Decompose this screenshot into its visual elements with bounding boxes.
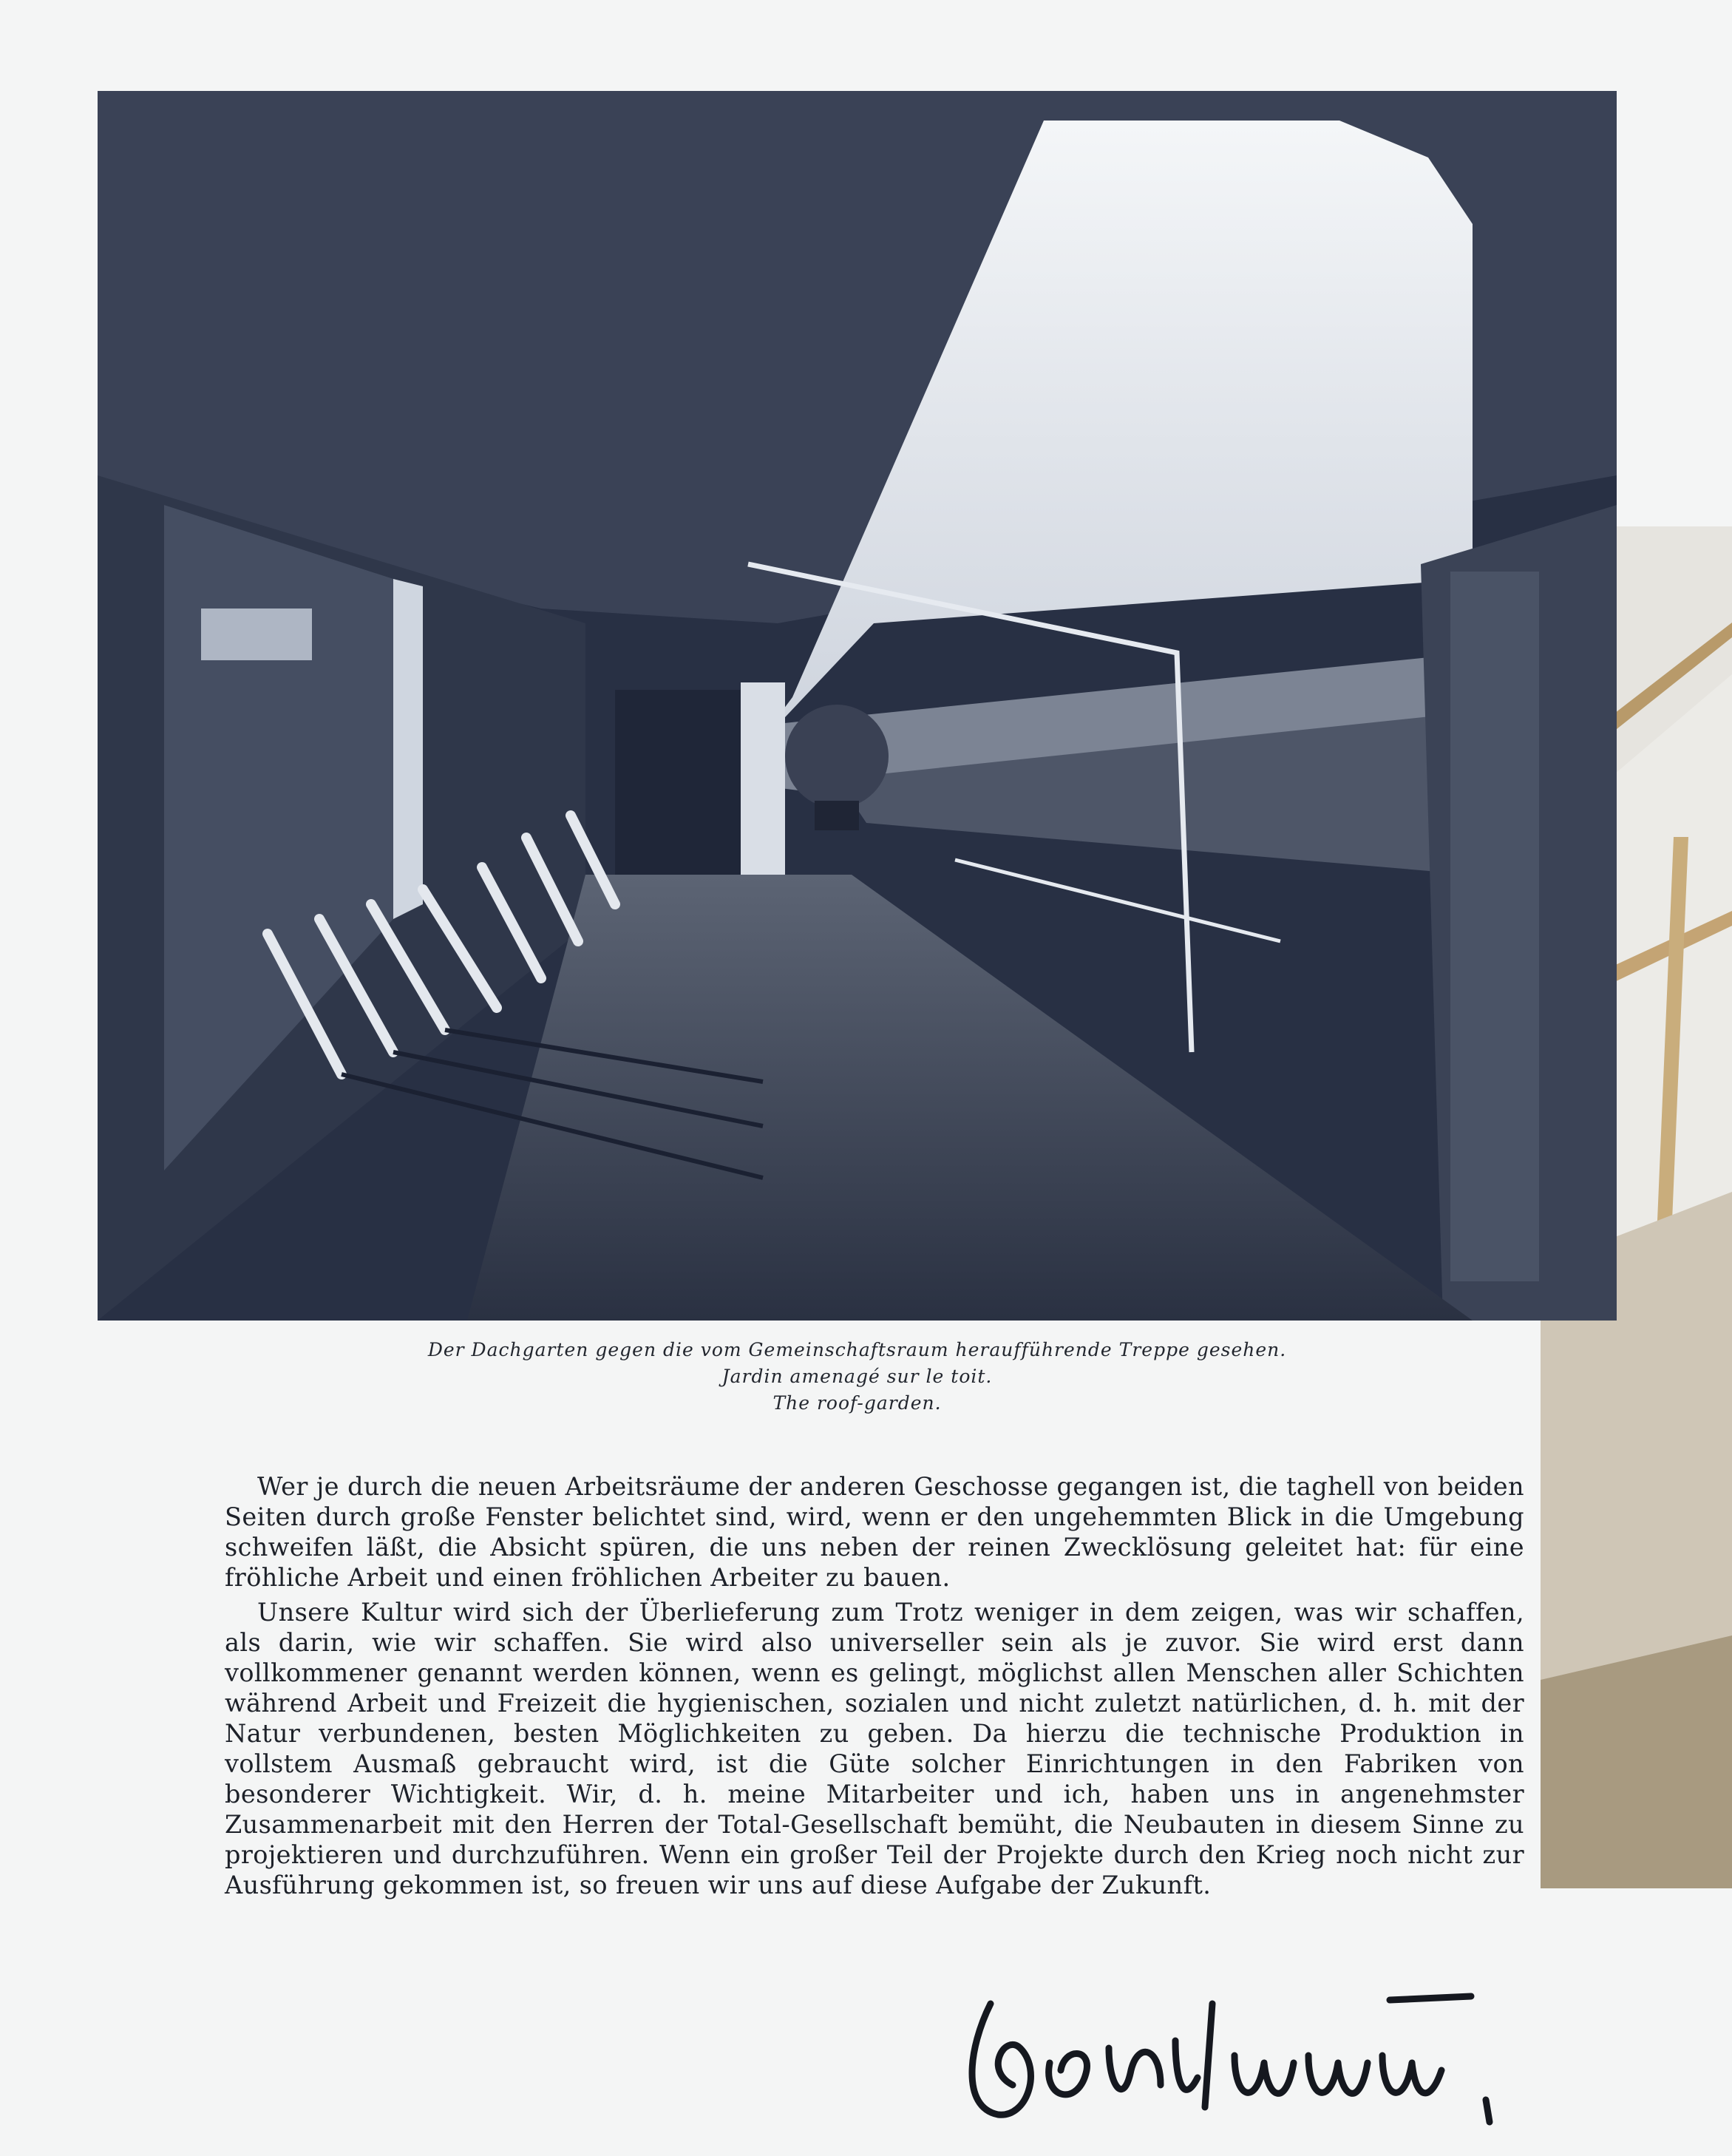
article-body	[225, 1471, 1524, 1900]
photo-caption	[98, 1337, 1617, 1417]
caption-english: The roof-garden.	[772, 1392, 942, 1414]
paragraph-1: Wer je durch die neuen Arbeitsräume der anderen Geschosse gegangen ist, die taghell von beiden Seiten durch große Fenster belichtet sind, wird, wenn er den ungehemmten Blick in die Umgebung schweifen läßt, die Absicht spüren, die uns neben der reinen Zwecklösung geleitet hat: für eine fröhliche Arbeit und einen fröhlichen Arbeiter zu bauen.	[225, 1472, 1524, 1592]
caption-french: Jardin amenagé sur le toit.	[721, 1366, 993, 1387]
caption-german: Der Dachgarten gegen die vom Gemeinschaftsraum heraufführende Treppe gesehen.	[427, 1339, 1287, 1360]
paragraph-2: Unsere Kultur wird sich der Überlieferung zum Trotz weniger in dem zeigen, was wir schaffen, als darin, wie wir schaffen. Sie wird also universeller sein als je zuvor. Sie wird erst dann vollkommener genannt werden können, wenn es gelingt, möglichst allen Menschen aller Schichten während Arbeit und Freizeit die hygienischen, sozialen und nicht zuletzt natürlichen, d. h. mit der Natur verbundenen, besten Möglichkeiten zu geben. Da hierzu die technische Produktion in vollstem Ausmaß gebraucht wird, ist die Güte solcher Einrichtungen in den Fabriken von besonderer Wichtigkeit. Wir, d. h. meine Mitarbeiter und ich, haben uns in angenehmster Zusammenarbeit mit den Herren der Total-Gesellschaft bemüht, die Neubauten in diesem Sinne zu projektieren und durchzuführen. Wenn ein großer Teil der Projekte durch den Krieg noch nicht zur Ausführung gekommen ist, so freuen wir uns auf diese Aufgabe der Zukunft.	[225, 1598, 1524, 1899]
handwritten-signature	[939, 1959, 1515, 2137]
roof-garden-photo	[98, 91, 1617, 1321]
